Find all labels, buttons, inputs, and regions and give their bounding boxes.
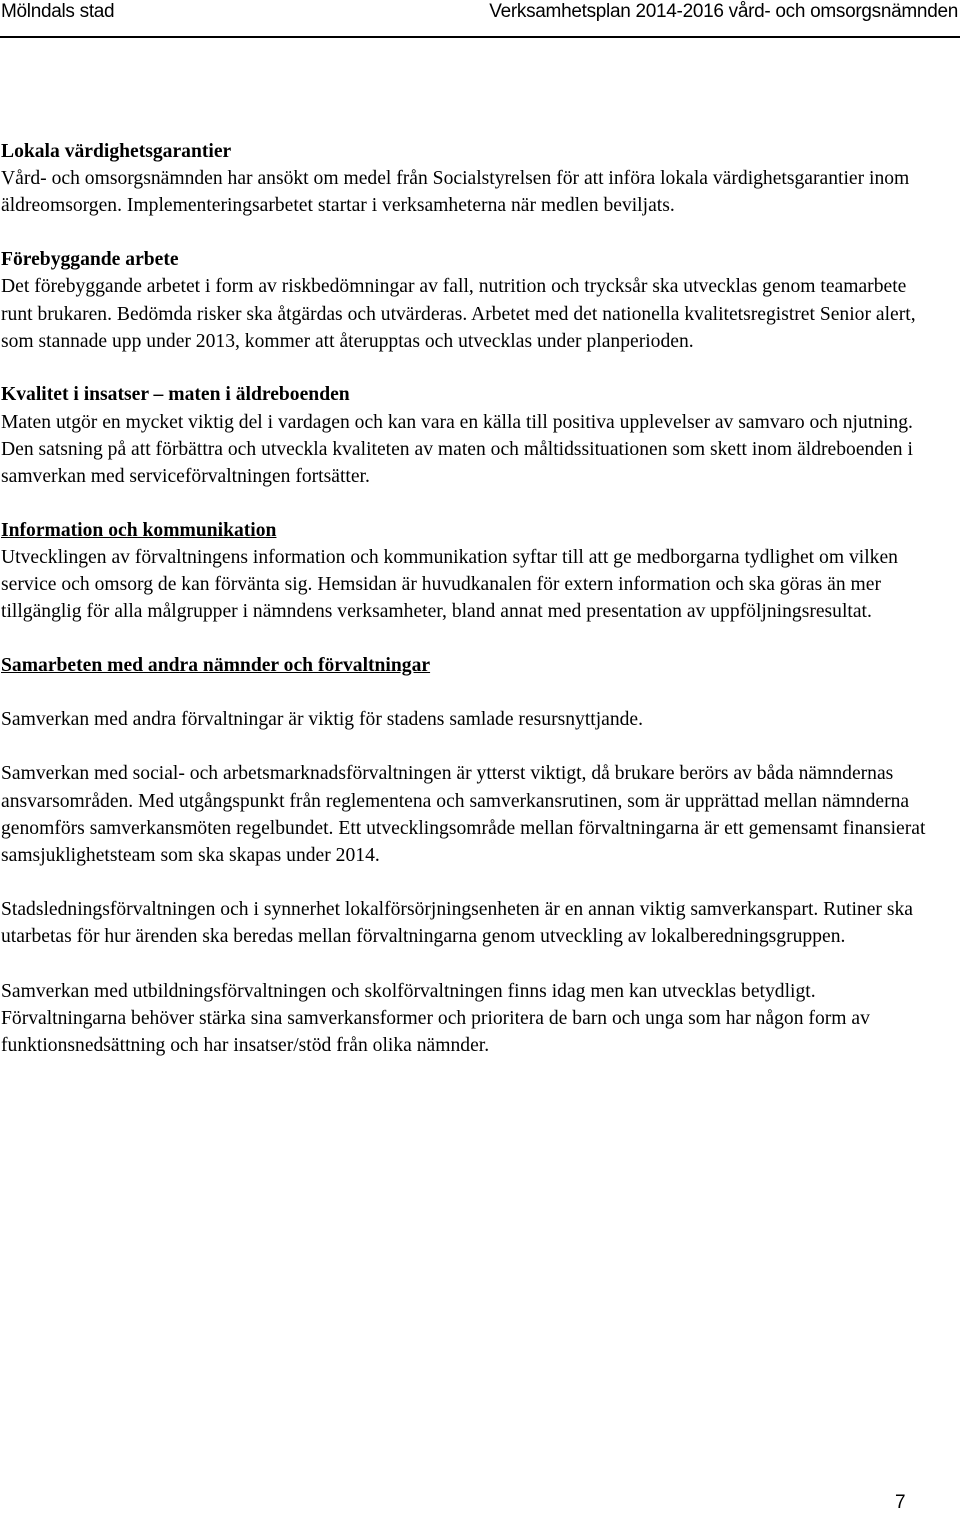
section-paragraph: Samverkan med social- och arbetsmarknadsförvaltningen är ytterst viktigt, då brukare berörs av båda nämndernas ansvarsområden. Med utgångspunkt från reglementena och samverkansrutinen, som är upprättad mellan nämnderna genomförs samverkansmöten regelbundet. Ett utvecklingsområde mellan förvaltningarna är ett gemensamt finansierat samsjuklighetsteam som ska skapas under 2014. — [1, 763, 926, 867]
section-samarbeten — [1, 652, 941, 1059]
section-paragraph: Stadsledningsförvaltningen och i synnerhet lokalförsörjningsenheten är en annan viktig samverkanspart. Rutiner ska utarbetas för hur ärenden ska beredas mellan förvaltningarna genom utveckling av lokalberedningsgruppen. — [1, 899, 913, 948]
section-heading: Samarbeten med andra nämnder och förvaltningar — [1, 655, 431, 677]
section-kvalitet-i-insatser — [1, 381, 941, 490]
section-heading: Lokala värdighetsgarantier — [1, 141, 232, 162]
section-information-och-kommunikation — [1, 517, 941, 626]
section-paragraph: Samverkan med utbildningsförvaltningen och skolförvaltningen finns idag men kan utvecklas betydligt. Förvaltningarna behöver stärka sina samverkansformer och prioritera de barn och unga som har någon form av funktionsnedsättning och har insatser/stöd från olika nämnder. — [1, 980, 870, 1057]
section-heading: Kvalitet i insatser – maten i äldreboenden — [1, 384, 350, 406]
header-document-title: Verksamhetsplan 2014-2016 vård- och omsorgsnämnden — [489, 1, 958, 22]
header-organization: Mölndals stad — [1, 1, 115, 22]
section-forebyggande-arbete — [1, 246, 941, 355]
section-paragraph: Samverkan med andra förvaltningar är viktig för stadens samlade resursnyttjande. — [1, 709, 644, 731]
section-paragraph: Utvecklingen av förvaltningens information och kommunikation syftar till att ge medborgarna tydlighet om vilken service och omsorg de kan förvänta sig. Hemsidan är huvudkanalen för extern information och ska göras än mer tillgänglig för alla målgrupper i nämndens verksamheter, bland annat med presentation av uppföljningsresultat. — [1, 546, 898, 623]
section-paragraph: Vård- och omsorgsnämnden har ansökt om medel från Socialstyrelsen för att införa lokala värdighetsgarantier inom äldreomsorgen. Implementeringsarbetet startar i verksamheterna när medlen beviljats. — [1, 168, 910, 217]
section-heading: Förebyggande arbete — [1, 249, 179, 271]
header-divider — [0, 36, 960, 38]
section-paragraph: Det förebyggande arbetet i form av riskbedömningar av fall, nutrition och trycksår ska utvecklas genom teamarbete runt brukaren. Bedömda risker ska åtgärdas och utvärderas. Arbetet med det nationella kvalitetsregistret Senior alert, som stannade upp under 2013, kommer att återupptas och utvecklas under planperioden. — [1, 276, 916, 352]
section-paragraph: Maten utgör en mycket viktig del i vardagen och kan vara en källa till positiva upplevelser av samvaro och njutning. Den satsning på att förbättra och utveckla kvaliteten av maten och måltidssituationen som skett inom äldreboenden i samverkan med serviceförvaltningen fortsätter. — [1, 411, 913, 488]
section-heading: Information och kommunikation — [1, 519, 277, 541]
page-number: 7 — [895, 1492, 906, 1513]
page-header — [0, 0, 960, 26]
document-body — [1, 138, 941, 1059]
section-lokala-vardighetsgarantier — [1, 138, 941, 220]
